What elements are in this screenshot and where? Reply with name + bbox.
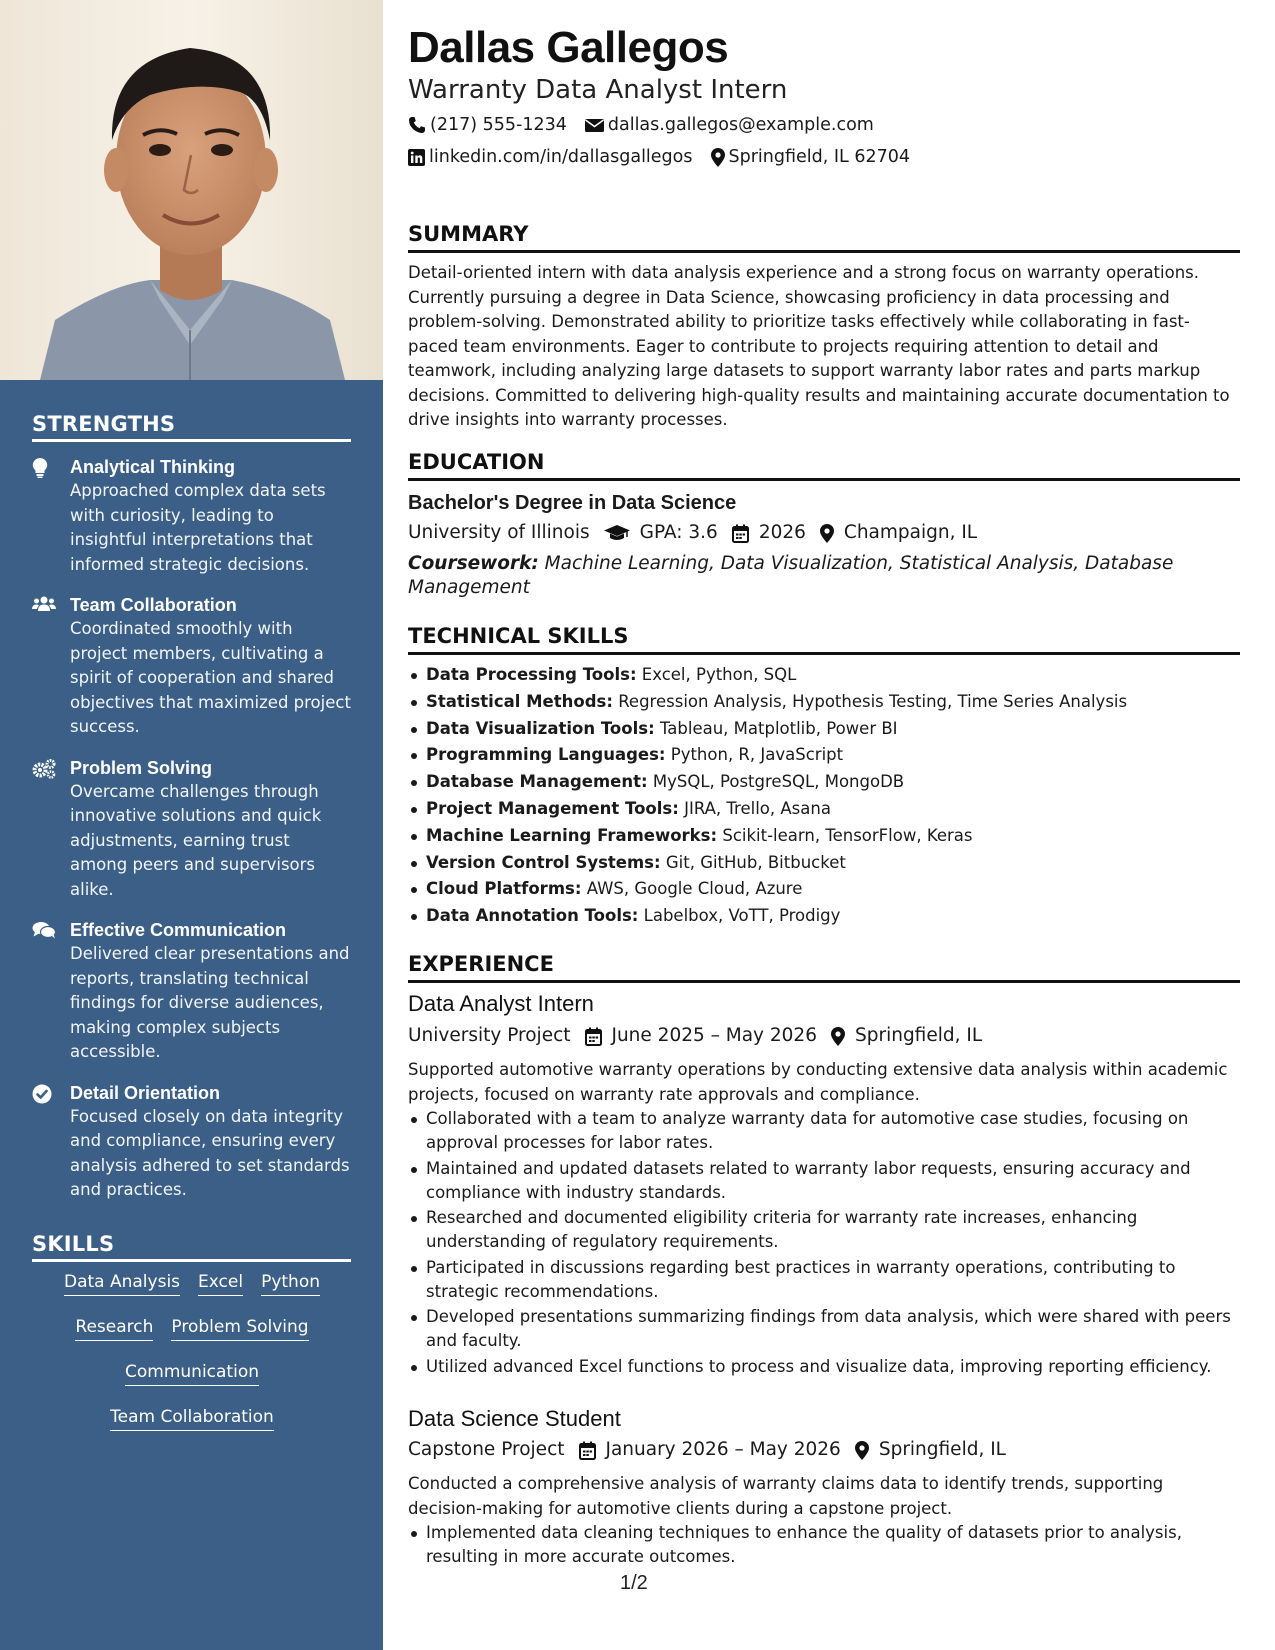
map-marker-icon: [831, 1027, 845, 1046]
strength-description: Focused closely on data integrity and compliance, ensuring every analysis adhered to set standards and practices.: [70, 1106, 350, 1199]
list-item: Cloud Platforms: AWS, Google Cloud, Azure: [408, 876, 1240, 903]
list-item: Data Visualization Tools: Tableau, Matplotlib, Power BI: [408, 716, 1240, 743]
skill-tag: Python: [261, 1270, 320, 1296]
strength-item: [32, 593, 352, 740]
technical-skills-heading: TECHNICAL SKILLS: [408, 622, 1240, 655]
list-item: Researched and documented eligibility criteria for warranty rate increases, enhancing understanding of regulatory requirements.: [408, 1206, 1240, 1254]
location-text: Springfield, IL 62704: [728, 147, 911, 167]
strength-description: Delivered clear presentations and reports, translating technical findings for diverse audiences, making complex subjects accessible.: [70, 944, 350, 1061]
strength-item: [32, 756, 352, 903]
candidate-title: Warranty Data Analyst Intern: [408, 75, 788, 105]
job-summary: Conducted a comprehensive analysis of warranty claims data to identify trends, supporting decision-making for automotive clients during a capstone project.: [408, 1474, 1164, 1518]
candidate-name: Dallas Gallegos: [408, 23, 729, 72]
school-location: Champaign, IL: [843, 522, 978, 543]
job-organization: University Project: [408, 1025, 571, 1046]
skill-tag: Excel: [198, 1270, 243, 1296]
graduation-year: 2026: [758, 522, 806, 543]
comments-icon: [32, 918, 70, 939]
coursework: [408, 552, 1240, 600]
list-item: Database Management: MySQL, PostgreSQL, MongoDB: [408, 769, 1240, 796]
email-text: dallas.gallegos@example.com: [607, 115, 874, 135]
summary-text: Detail-oriented intern with data analysis experience and a strong focus on warranty operations. Currently pursuing a degree in Data Science, showcasing proficiency in data processing and problem-solving. Demonstrated ability to prioritize tasks effectively while collaborating in fast-paced team environments. Eager to contribute to projects requiring attention to detail and teamwork, including analyzing large datasets to support warranty labor rates and parts markup decisions. Committed to delivering high-quality results and maintaining accurate documentation to drive insights into warranty processes.: [408, 263, 1230, 429]
job-role: Data Analyst Intern: [408, 991, 594, 1016]
list-item: Implemented data cleaning techniques to enhance the quality of datasets prior to analysis, resulting in more accurate outcomes.: [408, 1521, 1240, 1569]
linkedin-icon: [408, 149, 425, 166]
education-heading: EDUCATION: [408, 448, 1240, 481]
graduation-cap-icon: [604, 524, 630, 542]
job-meta: [408, 1023, 996, 1049]
skill-tag: Data Analysis: [64, 1270, 180, 1296]
job-location: Springfield, IL: [854, 1025, 983, 1046]
map-marker-icon: [855, 1441, 869, 1460]
skill-tag: Research: [75, 1315, 153, 1341]
list-item: Statistical Methods: Regression Analysis, Hypothesis Testing, Time Series Analysis: [408, 689, 1240, 716]
skill-tag: Communication: [125, 1360, 259, 1386]
strength-item: [32, 455, 352, 577]
lightbulb-icon: [32, 455, 70, 478]
list-item: Data Annotation Tools: Labelbox, VoTT, Prodigy: [408, 903, 1240, 930]
job-role: Data Science Student: [408, 1406, 621, 1431]
list-item: Version Control Systems: Git, GitHub, Bitbucket: [408, 850, 1240, 877]
skill-tag: Team Collaboration: [110, 1405, 274, 1431]
list-item: Participated in discussions regarding best practices in warranty operations, contributing to strategic recommendations.: [408, 1256, 1240, 1304]
job-meta: [408, 1437, 1020, 1463]
sidebar: [0, 0, 383, 1650]
job-bullets: [408, 1107, 1240, 1380]
job-location: Springfield, IL: [878, 1439, 1006, 1460]
strength-item: [32, 1081, 352, 1203]
gpa-text: GPA: 3.6: [639, 522, 718, 543]
list-item: Data Processing Tools: Excel, Python, SQL: [408, 662, 1240, 689]
calendar-icon: [585, 1027, 602, 1046]
contact-row-1: [408, 114, 892, 136]
location-contact: [711, 146, 911, 168]
page-number: 1/2: [620, 1572, 648, 1594]
contact-row-2: [408, 146, 928, 168]
list-item: Programming Languages: Python, R, JavaScript: [408, 742, 1240, 769]
education-meta: [408, 520, 991, 546]
check-circle-icon: [32, 1081, 70, 1104]
degree-title: Bachelor's Degree in Data Science: [408, 492, 737, 514]
job-dates: January 2026 – May 2026: [605, 1439, 841, 1460]
list-item: Project Management Tools: JIRA, Trello, Asana: [408, 796, 1240, 823]
strength-title: Team Collaboration: [70, 595, 237, 615]
strength-title: Effective Communication: [70, 920, 287, 940]
phone-icon: [408, 116, 426, 134]
users-icon: [32, 593, 70, 612]
experience-heading: EXPERIENCE: [408, 950, 1240, 983]
coursework-list: Machine Learning, Data Visualization, Statistical Analysis, Database Management: [408, 553, 1174, 598]
strengths-heading: STRENGTHS: [32, 412, 351, 442]
list-item: Maintained and updated datasets related to warranty labor requests, ensuring accuracy and compliance with industry standards.: [408, 1157, 1240, 1205]
envelope-icon: [585, 118, 604, 133]
strength-title: Detail Orientation: [70, 1082, 221, 1103]
phone-text: (217) 555-1234: [430, 115, 567, 135]
map-marker-icon: [820, 524, 834, 543]
linkedin-text: linkedin.com/in/dallasgallegos: [429, 147, 693, 167]
strengths-list: [32, 455, 352, 1219]
school-name: University of Illinois: [408, 522, 590, 543]
calendar-icon: [579, 1441, 596, 1460]
technical-skills-list: [408, 662, 1240, 930]
skills-heading: SKILLS: [32, 1232, 351, 1262]
strength-description: Coordinated smoothly with project members, cultivating a spirit of cooperation and shared objectives that maximized project success.: [70, 619, 351, 736]
strength-title: Problem Solving: [70, 757, 213, 778]
strength-description: Approached complex data sets with curiosity, leading to insightful interpretations that informed strategic decisions.: [70, 481, 326, 574]
map-marker-icon: [711, 148, 725, 167]
calendar-icon: [732, 524, 749, 543]
job-bullets: [408, 1521, 1240, 1571]
list-item: Developed presentations summarizing findings from data analysis, which were shared with peers and faculty.: [408, 1305, 1240, 1353]
skill-tag: Problem Solving: [171, 1315, 308, 1341]
coursework-label: Coursework:: [408, 553, 539, 574]
list-item: Collaborated with a team to analyze warranty data for automotive case studies, focusing on approval processes for labor rates.: [408, 1107, 1240, 1155]
phone-contact[interactable]: [408, 114, 567, 136]
strength-title: Analytical Thinking: [70, 457, 236, 477]
skills-list: [32, 1270, 352, 1450]
job-organization: Capstone Project: [408, 1439, 565, 1460]
job-dates: June 2025 – May 2026: [611, 1025, 817, 1046]
email-contact[interactable]: [585, 114, 874, 136]
job-summary: Supported automotive warranty operations by conducting extensive data analysis within academic projects, focused on warranty rate approvals and compliance.: [408, 1060, 1228, 1104]
profile-photo: [0, 0, 383, 380]
strength-item: [32, 918, 352, 1065]
list-item: Machine Learning Frameworks: Scikit-learn, TensorFlow, Keras: [408, 823, 1240, 850]
strength-description: Overcame challenges through innovative solutions and quick adjustments, earning trust among peers and supervisors alike.: [70, 781, 322, 899]
summary-heading: SUMMARY: [408, 220, 1240, 253]
cogs-icon: [32, 756, 70, 779]
linkedin-contact[interactable]: [408, 146, 693, 168]
list-item: Utilized advanced Excel functions to process and visualize data, improving reporting efficiency.: [408, 1355, 1240, 1379]
